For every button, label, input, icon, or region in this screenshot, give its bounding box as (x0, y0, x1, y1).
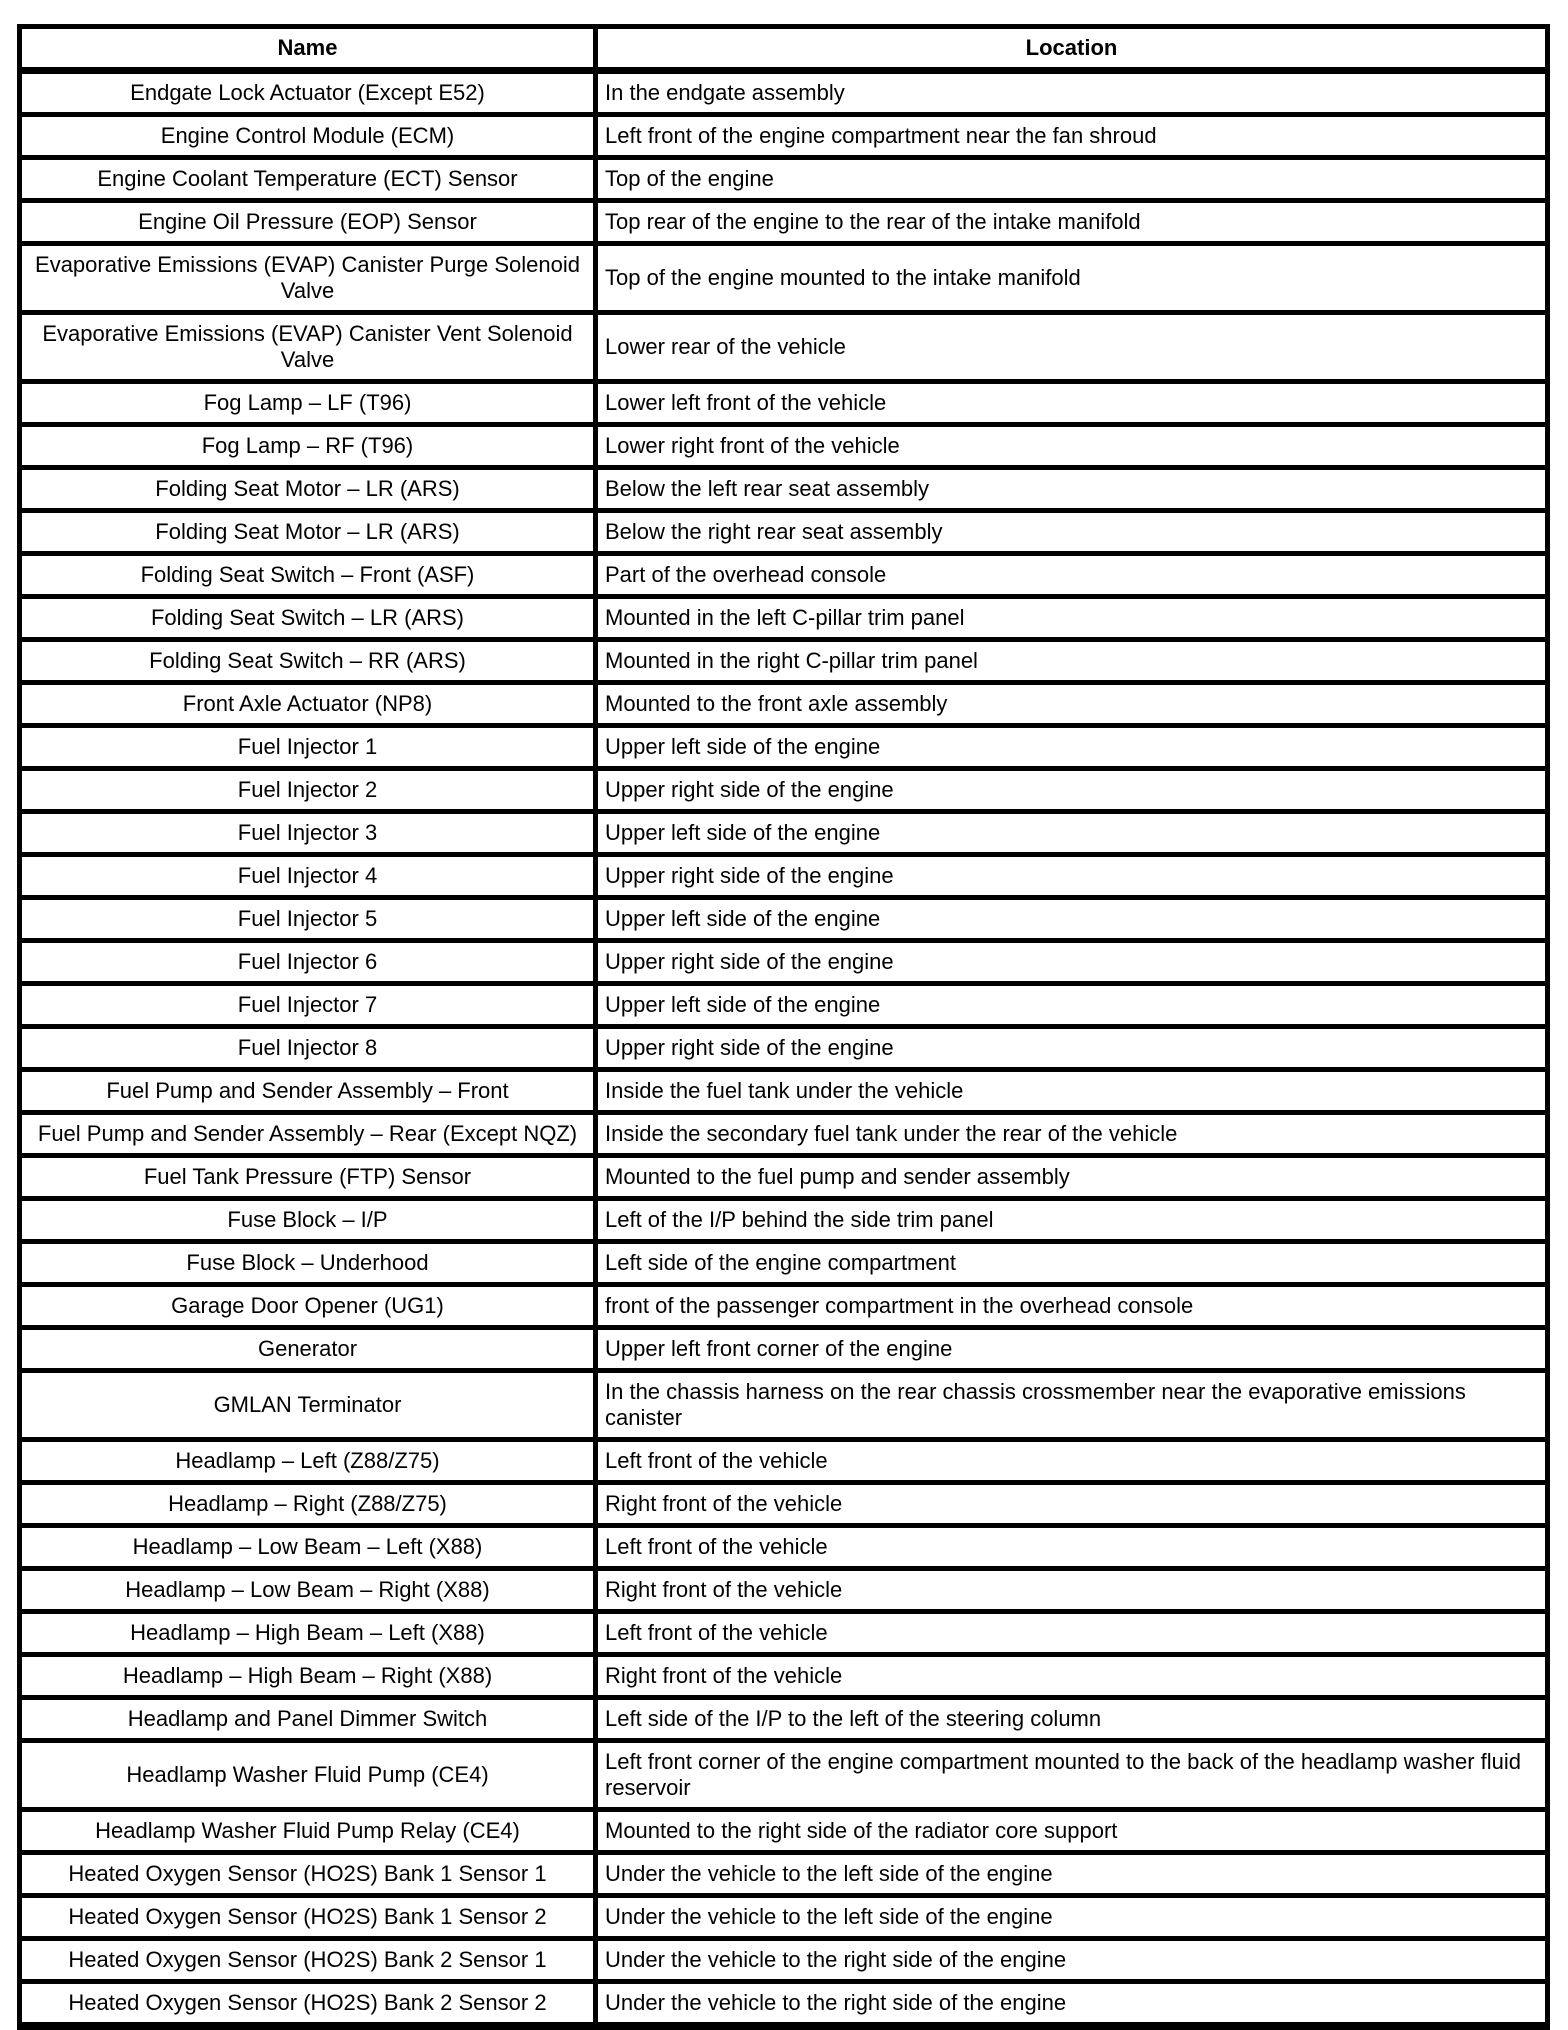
table-header (20, 27, 1548, 71)
table-row (20, 726, 1548, 769)
component-location: Left side of the engine compartment (596, 1242, 1548, 1285)
component-name: Fog Lamp – LF (T96) (20, 382, 596, 425)
component-location: Upper right side of the engine (596, 1027, 1548, 1070)
component-location: Mounted in the right C-pillar trim panel (596, 640, 1548, 683)
table-row (20, 468, 1548, 511)
component-location: Mounted to the right side of the radiator core support (596, 1810, 1548, 1853)
component-name: Fuel Injector 3 (20, 812, 596, 855)
component-location: Under the vehicle to the right side of the engine (596, 1939, 1548, 1982)
table-row (20, 1939, 1548, 1982)
component-name: Heated Oxygen Sensor (HO2S) Bank 1 Sensor 2 (20, 1896, 596, 1939)
table-row (20, 511, 1548, 554)
component-name: Fuel Pump and Sender Assembly – Front (20, 1070, 596, 1113)
component-location: Mounted in the left C-pillar trim panel (596, 597, 1548, 640)
component-name: Headlamp – Right (Z88/Z75) (20, 1483, 596, 1526)
component-name: Fuel Pump and Sender Assembly – Rear (Except NQZ) (20, 1113, 596, 1156)
component-name: Fog Lamp – RF (T96) (20, 425, 596, 468)
component-location: Left front corner of the engine compartment mounted to the back of the headlamp washer fluid reservoir (596, 1741, 1548, 1810)
table-row (20, 1896, 1548, 1939)
table-body (20, 71, 1548, 2027)
component-name: Headlamp and Panel Dimmer Switch (20, 1698, 596, 1741)
component-name: Heated Oxygen Sensor (HO2S) Bank 2 Sensor 2 (20, 1982, 596, 2027)
component-location: Left front of the vehicle (596, 1440, 1548, 1483)
component-location: Upper left side of the engine (596, 984, 1548, 1027)
table-row (20, 244, 1548, 313)
table-row (20, 115, 1548, 158)
table-row (20, 1569, 1548, 1612)
table-row (20, 158, 1548, 201)
table-row (20, 1328, 1548, 1371)
component-name: Engine Oil Pressure (EOP) Sensor (20, 201, 596, 244)
table-row (20, 425, 1548, 468)
component-location: front of the passenger compartment in the overhead console (596, 1285, 1548, 1328)
component-location: Upper left side of the engine (596, 812, 1548, 855)
component-location: Lower right front of the vehicle (596, 425, 1548, 468)
component-name: Heated Oxygen Sensor (HO2S) Bank 1 Sensor 1 (20, 1853, 596, 1896)
component-name: Fuel Injector 7 (20, 984, 596, 1027)
table-row (20, 640, 1548, 683)
table-row (20, 201, 1548, 244)
component-location: Mounted to the fuel pump and sender assembly (596, 1156, 1548, 1199)
component-location: Right front of the vehicle (596, 1483, 1548, 1526)
component-location: In the endgate assembly (596, 71, 1548, 115)
component-location: Under the vehicle to the right side of the engine (596, 1982, 1548, 2027)
table-row (20, 1982, 1548, 2027)
component-name: Headlamp – Low Beam – Right (X88) (20, 1569, 596, 1612)
component-location: Left front of the vehicle (596, 1612, 1548, 1655)
table-row (20, 1698, 1548, 1741)
component-name: Generator (20, 1328, 596, 1371)
component-name: Evaporative Emissions (EVAP) Canister Purge Solenoid Valve (20, 244, 596, 313)
component-location: Under the vehicle to the left side of the engine (596, 1896, 1548, 1939)
component-name: Heated Oxygen Sensor (HO2S) Bank 2 Sensor 1 (20, 1939, 596, 1982)
table-row (20, 1483, 1548, 1526)
component-location: Upper right side of the engine (596, 769, 1548, 812)
component-name: GMLAN Terminator (20, 1371, 596, 1440)
component-name: Folding Seat Switch – Front (ASF) (20, 554, 596, 597)
header-row (20, 27, 1548, 71)
component-location: Lower rear of the vehicle (596, 313, 1548, 382)
component-name: Fuel Tank Pressure (FTP) Sensor (20, 1156, 596, 1199)
component-name: Fuse Block – I/P (20, 1199, 596, 1242)
component-location: Under the vehicle to the left side of the engine (596, 1853, 1548, 1896)
table-row (20, 1027, 1548, 1070)
table-row (20, 1853, 1548, 1896)
table-row (20, 1810, 1548, 1853)
component-location: Left of the I/P behind the side trim panel (596, 1199, 1548, 1242)
table-row (20, 941, 1548, 984)
column-header-name: Name (20, 27, 596, 71)
component-location: Below the left rear seat assembly (596, 468, 1548, 511)
component-location: Left side of the I/P to the left of the steering column (596, 1698, 1548, 1741)
component-name: Headlamp – High Beam – Left (X88) (20, 1612, 596, 1655)
component-location: Upper left side of the engine (596, 898, 1548, 941)
table-row (20, 1199, 1548, 1242)
component-name: Front Axle Actuator (NP8) (20, 683, 596, 726)
table-row (20, 1070, 1548, 1113)
component-name: Fuel Injector 4 (20, 855, 596, 898)
component-name: Fuel Injector 2 (20, 769, 596, 812)
component-location: In the chassis harness on the rear chassis crossmember near the evaporative emissions canister (596, 1371, 1548, 1440)
component-location: Left front of the engine compartment near the fan shroud (596, 115, 1548, 158)
component-location: Lower left front of the vehicle (596, 382, 1548, 425)
component-location: Upper right side of the engine (596, 855, 1548, 898)
component-name: Fuel Injector 1 (20, 726, 596, 769)
component-name: Folding Seat Switch – LR (ARS) (20, 597, 596, 640)
component-name: Fuse Block – Underhood (20, 1242, 596, 1285)
component-name: Headlamp Washer Fluid Pump (CE4) (20, 1741, 596, 1810)
table-row (20, 313, 1548, 382)
table-row (20, 683, 1548, 726)
component-name: Headlamp – Left (Z88/Z75) (20, 1440, 596, 1483)
component-name: Fuel Injector 6 (20, 941, 596, 984)
component-location: Right front of the vehicle (596, 1655, 1548, 1698)
table-row (20, 898, 1548, 941)
component-name: Engine Control Module (ECM) (20, 115, 596, 158)
component-name: Headlamp – High Beam – Right (X88) (20, 1655, 596, 1698)
component-location: Below the right rear seat assembly (596, 511, 1548, 554)
component-location: Upper left side of the engine (596, 726, 1548, 769)
component-location: Upper right side of the engine (596, 941, 1548, 984)
component-name: Headlamp – Low Beam – Left (X88) (20, 1526, 596, 1569)
table-row (20, 1526, 1548, 1569)
column-header-location: Location (596, 27, 1548, 71)
component-location: Inside the fuel tank under the vehicle (596, 1070, 1548, 1113)
table-row (20, 71, 1548, 115)
component-name: Folding Seat Switch – RR (ARS) (20, 640, 596, 683)
table-row (20, 1371, 1548, 1440)
table-row (20, 597, 1548, 640)
table-row (20, 1655, 1548, 1698)
component-name: Evaporative Emissions (EVAP) Canister Vent Solenoid Valve (20, 313, 596, 382)
component-location: Top rear of the engine to the rear of the intake manifold (596, 201, 1548, 244)
component-name: Folding Seat Motor – LR (ARS) (20, 511, 596, 554)
component-name: Engine Coolant Temperature (ECT) Sensor (20, 158, 596, 201)
table-row (20, 382, 1548, 425)
component-location: Right front of the vehicle (596, 1569, 1548, 1612)
component-location: Mounted to the front axle assembly (596, 683, 1548, 726)
component-name: Endgate Lock Actuator (Except E52) (20, 71, 596, 115)
component-name: Garage Door Opener (UG1) (20, 1285, 596, 1328)
table-row (20, 1113, 1548, 1156)
component-location: Top of the engine (596, 158, 1548, 201)
table-row (20, 1741, 1548, 1810)
component-location: Inside the secondary fuel tank under the rear of the vehicle (596, 1113, 1548, 1156)
table-row (20, 1612, 1548, 1655)
table-row (20, 554, 1548, 597)
component-location: Part of the overhead console (596, 554, 1548, 597)
table-row (20, 855, 1548, 898)
table-row (20, 1285, 1548, 1328)
component-name: Fuel Injector 5 (20, 898, 596, 941)
table-row (20, 1440, 1548, 1483)
table-row (20, 984, 1548, 1027)
table-row (20, 769, 1548, 812)
component-location: Upper left front corner of the engine (596, 1328, 1548, 1371)
component-location: Left front of the vehicle (596, 1526, 1548, 1569)
component-location: Top of the engine mounted to the intake manifold (596, 244, 1548, 313)
table-row (20, 812, 1548, 855)
table-row (20, 1242, 1548, 1285)
table-row (20, 1156, 1548, 1199)
component-name: Folding Seat Motor – LR (ARS) (20, 468, 596, 511)
component-name: Headlamp Washer Fluid Pump Relay (CE4) (20, 1810, 596, 1853)
component-locator-table (17, 24, 1550, 2030)
component-name: Fuel Injector 8 (20, 1027, 596, 1070)
